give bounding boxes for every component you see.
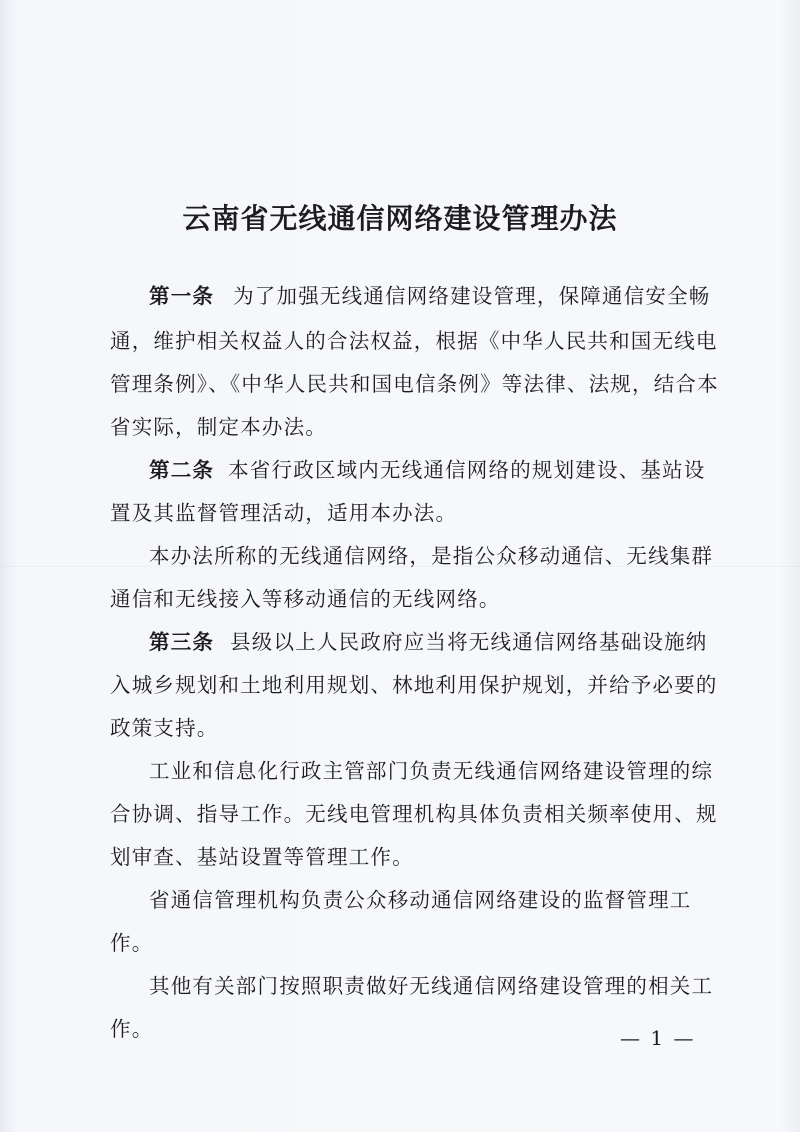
line-text: 本省行政区域内无线通信网络的规划建设、基站设 bbox=[228, 458, 706, 482]
paragraph-line bbox=[110, 589, 501, 609]
line-text: 其他有关部门按照职责做好无线通信网络建设管理的相关工 bbox=[149, 974, 714, 998]
line-text: 县级以上人民政府应当将无线通信网络基础设施纳 bbox=[230, 630, 708, 654]
paragraph-line bbox=[110, 847, 414, 867]
line-text: 管理条例》、《中华人民共和国电信条例》等法律、法规，结合本 bbox=[110, 372, 719, 396]
paragraph-line bbox=[149, 890, 692, 910]
paragraph-line bbox=[110, 804, 718, 824]
line-text: 工业和信息化行政主管部门负责无线通信网络建设管理的综 bbox=[149, 759, 714, 783]
paragraph-line bbox=[110, 933, 153, 953]
page-number: — 1 — bbox=[620, 1026, 696, 1050]
article-label: 第二条 bbox=[149, 458, 215, 482]
line-text: 通，维护相关权益人的合法权益，根据《中华人民共和国无线电 bbox=[110, 329, 718, 353]
line-text: 入城乡规划和土地利用规划、林地利用保护规划，并给予必要的 bbox=[110, 673, 718, 697]
article-label: 第一条 bbox=[149, 284, 215, 308]
paragraph-line bbox=[149, 460, 706, 480]
line-text: 省实际，制定本办法。 bbox=[110, 415, 327, 439]
article-label: 第三条 bbox=[149, 630, 215, 654]
paragraph-line bbox=[149, 546, 713, 566]
line-text: 为了加强无线通信网络建设管理，保障通信安全畅 bbox=[233, 284, 711, 308]
paragraph-line bbox=[110, 503, 457, 523]
line-text: 划审查、基站设置等管理工作。 bbox=[110, 845, 414, 869]
paragraph-line bbox=[149, 286, 711, 306]
line-text: 本办法所称的无线通信网络，是指公众移动通信、无线集群 bbox=[149, 544, 714, 568]
line-text: 作。 bbox=[110, 931, 154, 955]
line-text: 合协调、指导工作。无线电管理机构具体负责相关频率使用、规 bbox=[110, 802, 718, 826]
paragraph-line bbox=[110, 718, 219, 738]
line-text: 通信和无线接入等移动通信的无线网络。 bbox=[110, 587, 501, 611]
paragraph-line bbox=[110, 374, 719, 394]
line-text: 政策支持。 bbox=[110, 716, 219, 740]
line-text: 作。 bbox=[110, 1017, 154, 1041]
paragraph-line bbox=[110, 1019, 153, 1039]
line-text: 省通信管理机构负责公众移动通信网络建设的监督管理工 bbox=[149, 888, 692, 912]
document-title: 云南省无线通信网络建设管理办法 bbox=[182, 202, 618, 235]
paragraph-line bbox=[110, 675, 718, 695]
paragraph-line bbox=[110, 417, 327, 437]
paragraph-line bbox=[149, 976, 713, 996]
paragraph-line bbox=[149, 632, 708, 652]
paragraph-line bbox=[149, 761, 713, 781]
line-text: 置及其监督管理活动，适用本办法。 bbox=[110, 501, 458, 525]
paragraph-line bbox=[110, 331, 718, 351]
